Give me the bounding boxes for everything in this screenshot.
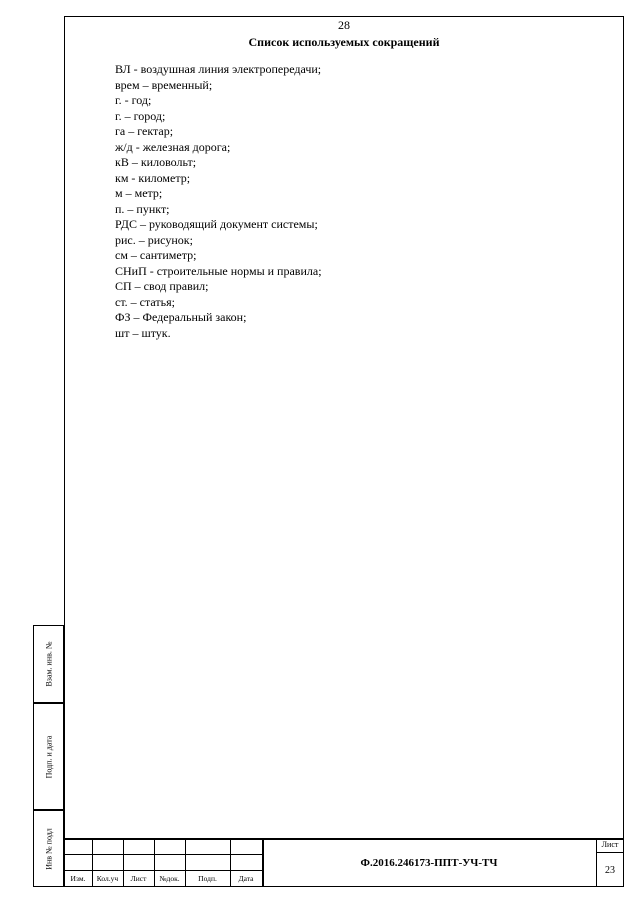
list-item: г. - год;: [115, 93, 152, 107]
side-cell-replacement-inventory: [33, 625, 64, 703]
abbreviation-list: [115, 62, 322, 341]
list-item: ст. – статья;: [115, 294, 175, 309]
list-item: ж/д - железная дорога;: [115, 139, 231, 154]
list-item: РДС – руководящий документ системы;: [115, 217, 318, 231]
side-label-replacement-inventory: Взам. инв. №: [44, 641, 53, 687]
document-code: Ф.2016.246173-ППТ-УЧ-ТЧ: [360, 856, 498, 869]
list-item: шт – штук.: [115, 325, 171, 340]
column-label-quantity: Кол.уч: [96, 874, 119, 883]
list-item: км - километр;: [115, 170, 191, 185]
side-stamp: [33, 625, 64, 887]
column-label-sheet: Лист: [130, 874, 147, 883]
list-item: ФЗ – Федеральный закон;: [115, 310, 247, 324]
column-label-date: Дата: [238, 874, 254, 883]
divider: [596, 852, 624, 853]
list-item: рис. – рисунок;: [115, 232, 193, 247]
side-cell-signature-date: [33, 703, 64, 810]
side-cell-original-inventory: [33, 810, 64, 887]
list-item: га – гектар;: [115, 124, 174, 138]
sheet-number: 23: [605, 865, 615, 876]
list-item: врем – временный;: [115, 77, 213, 92]
sheet-label: Лист: [601, 840, 619, 849]
side-label-original-inventory: Инв № подл: [44, 827, 53, 870]
list-item: п. – пункт;: [115, 201, 170, 216]
list-item: СП – свод правил;: [115, 279, 209, 293]
list-item: ВЛ - воздушная линия электропередачи;: [115, 62, 322, 76]
list-item: см – сантиметр;: [115, 248, 197, 262]
column-label-doc-number: №док.: [159, 874, 180, 883]
page-number: 28: [338, 18, 350, 32]
divider: [64, 854, 262, 855]
divider: [64, 870, 262, 871]
list-item: СНиП - строительные нормы и правила;: [115, 263, 322, 278]
side-label-signature-date: Подп. и дата: [44, 735, 53, 778]
list-item: кВ – киловольт;: [115, 155, 197, 169]
title-block: [64, 838, 624, 887]
list-item: м – метр;: [115, 186, 163, 200]
section-heading: Список используемых сокращений: [248, 35, 440, 49]
column-label-change: Изм.: [70, 874, 86, 883]
column-label-signature: Подп.: [198, 874, 217, 883]
list-item: г. – город;: [115, 108, 166, 123]
